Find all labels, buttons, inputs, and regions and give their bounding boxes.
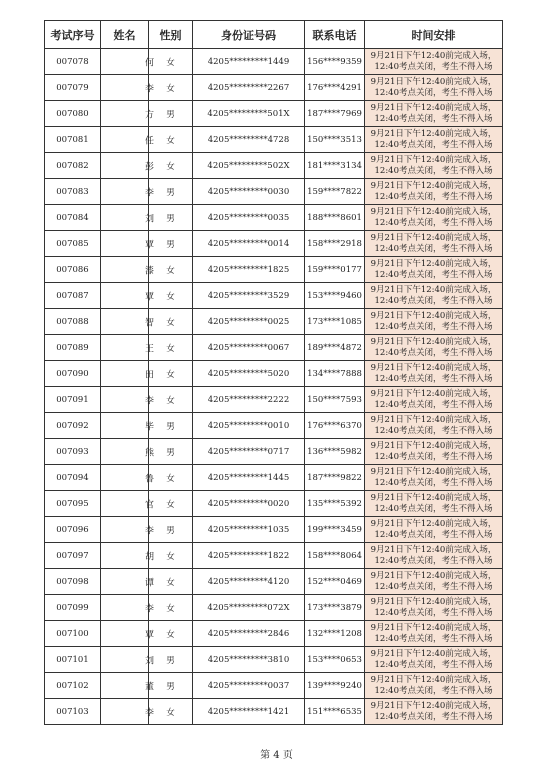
table-row [45,517,503,543]
header-name: 姓名 [101,21,149,49]
phone-cell: 136****5982 [305,439,365,465]
schedule-line-2: 12:40考点关闭，考生不得入场 [374,503,493,514]
phone-cell: 176****4291 [305,75,365,101]
name-text: 谭 [145,578,155,588]
phone-cell: 199****3459 [305,517,365,543]
schedule-line-2: 12:40考点关闭，考生不得入场 [374,61,493,72]
schedule-line-1: 9月21日下午12:40前完成入场， [370,232,497,243]
name-cell [101,283,155,309]
schedule-line-2: 12:40考点关闭，考生不得入场 [374,295,493,306]
schedule-line-2: 12:40考点关闭，考生不得入场 [374,685,493,696]
exam-no-cell: 007079 [45,75,101,101]
phone-cell: 176****6370 [305,413,365,439]
table-row [45,127,503,153]
schedule-line-1: 9月21日下午12:40前完成入场， [370,50,497,61]
gender-cell: 男 [149,647,193,673]
gender-cell: 女 [149,621,193,647]
schedule-line-1: 9月21日下午12:40前完成入场， [370,310,497,321]
name-text: 李 [145,188,155,198]
name-cell [101,569,155,595]
name-cell [101,153,155,179]
phone-cell: 153****0653 [305,647,365,673]
name-text: 刘 [145,214,155,224]
phone-cell: 132****1208 [305,621,365,647]
id-number-cell: 4205*********2846 [193,621,305,647]
id-number-cell: 4205*********0037 [193,673,305,699]
phone-cell: 150****3513 [305,127,365,153]
name-text: 彭 [145,162,155,172]
name-text: 李 [145,84,155,94]
schedule-line-1: 9月21日下午12:40前完成入场， [370,544,497,555]
gender-cell: 女 [149,75,193,101]
page-number: 第 4 页 [260,750,293,761]
schedule-line-1: 9月21日下午12:40前完成入场， [370,570,497,581]
schedule-line-1: 9月21日下午12:40前完成入场， [370,596,497,607]
schedule-line-1: 9月21日下午12:40前完成入场， [370,440,497,451]
schedule-line-1: 9月21日下午12:40前完成入场， [370,180,497,191]
schedule-line-1: 9月21日下午12:40前完成入场， [370,154,497,165]
name-cell [101,205,155,231]
table-body [45,49,503,725]
table-row [45,361,503,387]
schedule-cell [365,101,503,127]
gender-cell: 女 [149,283,193,309]
exam-no-cell: 007091 [45,387,101,413]
schedule-line-2: 12:40考点关闭，考生不得入场 [374,321,493,332]
exam-no-cell: 007099 [45,595,101,621]
schedule-line-2: 12:40考点关闭，考生不得入场 [374,373,493,384]
gender-cell: 女 [149,699,193,725]
schedule-line-2: 12:40考点关闭，考生不得入场 [374,633,493,644]
gender-cell: 女 [149,309,193,335]
id-number-cell: 4205*********1822 [193,543,305,569]
gender-cell: 女 [149,257,193,283]
name-cell [101,647,155,673]
table-row [45,491,503,517]
id-number-cell: 4205*********501X [193,101,305,127]
schedule-cell [365,257,503,283]
table-row [45,75,503,101]
table-row [45,49,503,75]
exam-no-cell: 007095 [45,491,101,517]
schedule-line-2: 12:40考点关闭，考生不得入场 [374,269,493,280]
id-number-cell: 4205*********0014 [193,231,305,257]
schedule-line-2: 12:40考点关闭，考生不得入场 [374,165,493,176]
exam-no-cell: 007100 [45,621,101,647]
exam-no-cell: 007085 [45,231,101,257]
name-cell [101,413,155,439]
exam-no-cell: 007097 [45,543,101,569]
name-cell [101,309,155,335]
schedule-line-1: 9月21日下午12:40前完成入场， [370,388,497,399]
id-number-cell: 4205*********3529 [193,283,305,309]
name-text: 方 [145,110,155,120]
id-number-cell: 4205*********1825 [193,257,305,283]
name-text: 董 [145,682,155,692]
gender-cell: 男 [149,101,193,127]
header-id-number: 身份证号码 [193,21,305,49]
name-cell [101,361,155,387]
schedule-cell [365,621,503,647]
schedule-line-1: 9月21日下午12:40前完成入场， [370,206,497,217]
phone-cell: 153****9460 [305,283,365,309]
phone-cell: 135****5392 [305,491,365,517]
schedule-line-1: 9月21日下午12:40前完成入场， [370,76,497,87]
schedule-cell [365,413,503,439]
schedule-line-2: 12:40考点关闭，考生不得入场 [374,607,493,618]
exam-no-cell: 007083 [45,179,101,205]
phone-cell: 187****9822 [305,465,365,491]
name-text: 田 [145,370,155,380]
name-cell [101,517,155,543]
phone-cell: 152****0469 [305,569,365,595]
phone-cell: 189****4872 [305,335,365,361]
schedule-line-2: 12:40考点关闭，考生不得入场 [374,477,493,488]
schedule-cell [365,127,503,153]
id-number-cell: 4205*********0030 [193,179,305,205]
phone-cell: 173****3879 [305,595,365,621]
schedule-line-2: 12:40考点关闭，考生不得入场 [374,139,493,150]
schedule-line-2: 12:40考点关闭，考生不得入场 [374,581,493,592]
schedule-line-1: 9月21日下午12:40前完成入场， [370,284,497,295]
exam-no-cell: 007084 [45,205,101,231]
id-number-cell: 4205*********5020 [193,361,305,387]
schedule-line-2: 12:40考点关闭，考生不得入场 [374,399,493,410]
schedule-line-1: 9月21日下午12:40前完成入场， [370,102,497,113]
exam-no-cell: 007078 [45,49,101,75]
gender-cell: 女 [149,153,193,179]
gender-cell: 男 [149,413,193,439]
schedule-line-2: 12:40考点关闭，考生不得入场 [374,529,493,540]
table-row [45,413,503,439]
schedule-cell [365,205,503,231]
gender-cell: 女 [149,465,193,491]
schedule-line-2: 12:40考点关闭，考生不得入场 [374,555,493,566]
phone-cell: 158****2918 [305,231,365,257]
header-schedule: 时间安排 [365,21,503,49]
name-cell [101,465,155,491]
table-row [45,465,503,491]
schedule-cell [365,75,503,101]
exam-no-cell: 007101 [45,647,101,673]
schedule-cell [365,465,503,491]
table-row [45,335,503,361]
phone-cell: 150****7593 [305,387,365,413]
id-number-cell: 4205*********0035 [193,205,305,231]
name-text: 官 [145,500,155,510]
name-text: 覃 [145,240,155,250]
schedule-cell [365,517,503,543]
gender-cell: 女 [149,491,193,517]
table-row [45,205,503,231]
gender-cell: 女 [149,595,193,621]
schedule-cell [365,673,503,699]
schedule-line-1: 9月21日下午12:40前完成入场， [370,492,497,503]
table-row [45,439,503,465]
schedule-cell [365,543,503,569]
schedule-cell [365,179,503,205]
exam-no-cell: 007103 [45,699,101,725]
id-number-cell: 4205*********3810 [193,647,305,673]
name-text: 李 [145,708,155,718]
id-number-cell: 4205*********0067 [193,335,305,361]
id-number-cell: 4205*********0025 [193,309,305,335]
schedule-cell [365,309,503,335]
id-number-cell: 4205*********4120 [193,569,305,595]
id-number-cell: 4205*********1449 [193,49,305,75]
schedule-line-1: 9月21日下午12:40前完成入场， [370,518,497,529]
schedule-line-2: 12:40考点关闭，考生不得入场 [374,243,493,254]
schedule-line-1: 9月21日下午12:40前完成入场， [370,414,497,425]
schedule-line-1: 9月21日下午12:40前完成入场， [370,362,497,373]
name-cell [101,699,155,725]
name-cell [101,491,155,517]
schedule-line-1: 9月21日下午12:40前完成入场， [370,128,497,139]
table-row [45,101,503,127]
schedule-line-2: 12:40考点关闭，考生不得入场 [374,711,493,722]
gender-cell: 女 [149,335,193,361]
exam-no-cell: 007090 [45,361,101,387]
table-row [45,387,503,413]
schedule-line-1: 9月21日下午12:40前完成入场， [370,674,497,685]
exam-no-cell: 007088 [45,309,101,335]
gender-cell: 女 [149,569,193,595]
table-row [45,179,503,205]
name-text: 智 [145,318,155,328]
name-text: 毕 [145,422,155,432]
name-text: 任 [145,136,155,146]
name-cell [101,127,155,153]
schedule-cell [365,595,503,621]
name-cell [101,335,155,361]
name-text: 覃 [145,292,155,302]
header-exam-no: 考试序号 [45,21,101,49]
exam-no-cell: 007081 [45,127,101,153]
name-cell [101,387,155,413]
gender-cell: 男 [149,439,193,465]
phone-cell: 159****7822 [305,179,365,205]
schedule-cell [365,231,503,257]
schedule-line-1: 9月21日下午12:40前完成入场， [370,648,497,659]
name-cell [101,101,155,127]
schedule-cell [365,49,503,75]
schedule-line-2: 12:40考点关闭，考生不得入场 [374,217,493,228]
gender-cell: 女 [149,543,193,569]
name-text: 胡 [145,552,155,562]
phone-cell: 139****9240 [305,673,365,699]
phone-cell: 187****7969 [305,101,365,127]
name-text: 李 [145,604,155,614]
schedule-line-1: 9月21日下午12:40前完成入场， [370,258,497,269]
name-cell [101,621,155,647]
table-row [45,153,503,179]
schedule-cell [365,647,503,673]
id-number-cell: 4205*********4728 [193,127,305,153]
id-number-cell: 4205*********0020 [193,491,305,517]
id-number-cell: 4205*********502X [193,153,305,179]
name-text: 熊 [145,448,155,458]
gender-cell: 女 [149,361,193,387]
schedule-cell [365,387,503,413]
schedule-cell [365,491,503,517]
table-row [45,309,503,335]
table-row [45,257,503,283]
exam-no-cell: 007086 [45,257,101,283]
schedule-cell [365,153,503,179]
exam-no-cell: 007087 [45,283,101,309]
table-row [45,283,503,309]
id-number-cell: 4205*********0010 [193,413,305,439]
schedule-line-2: 12:40考点关闭，考生不得入场 [374,347,493,358]
gender-cell: 女 [149,387,193,413]
gender-cell: 男 [149,517,193,543]
name-text: 漆 [145,266,155,276]
table-row [45,673,503,699]
table-row [45,699,503,725]
table-row [45,621,503,647]
exam-no-cell: 007089 [45,335,101,361]
phone-cell: 188****8601 [305,205,365,231]
schedule-cell [365,699,503,725]
schedule-line-1: 9月21日下午12:40前完成入场， [370,336,497,347]
gender-cell: 男 [149,673,193,699]
name-text: 李 [145,526,155,536]
name-text: 何 [145,58,155,68]
schedule-line-1: 9月21日下午12:40前完成入场， [370,700,497,711]
id-number-cell: 4205*********1421 [193,699,305,725]
exam-no-cell: 007094 [45,465,101,491]
exam-no-cell: 007093 [45,439,101,465]
schedule-line-2: 12:40考点关闭，考生不得入场 [374,659,493,670]
name-cell [101,439,155,465]
name-cell [101,179,155,205]
name-cell [101,595,155,621]
id-number-cell: 4205*********0717 [193,439,305,465]
header-gender: 性别 [149,21,193,49]
phone-cell: 134****7888 [305,361,365,387]
id-number-cell: 4205*********072X [193,595,305,621]
schedule-line-2: 12:40考点关闭，考生不得入场 [374,425,493,436]
schedule-cell [365,361,503,387]
name-cell [101,673,155,699]
schedule-line-1: 9月21日下午12:40前完成入场， [370,466,497,477]
id-number-cell: 4205*********1445 [193,465,305,491]
id-number-cell: 4205*********2222 [193,387,305,413]
gender-cell: 女 [149,49,193,75]
phone-cell: 173****1085 [305,309,365,335]
table-row [45,231,503,257]
exam-no-cell: 007082 [45,153,101,179]
gender-cell: 男 [149,231,193,257]
exam-roster-table [44,20,503,725]
schedule-line-2: 12:40考点关闭，考生不得入场 [374,451,493,462]
phone-cell: 181****3134 [305,153,365,179]
id-number-cell: 4205*********1035 [193,517,305,543]
name-cell [101,543,155,569]
header-phone: 联系电话 [305,21,365,49]
table-row [45,595,503,621]
gender-cell: 男 [149,205,193,231]
schedule-cell [365,569,503,595]
name-text: 李 [145,396,155,406]
name-text: 王 [145,344,155,354]
name-cell [101,75,155,101]
schedule-cell [365,335,503,361]
name-text: 刘 [145,656,155,666]
name-cell [101,49,155,75]
phone-cell: 158****8064 [305,543,365,569]
exam-no-cell: 007096 [45,517,101,543]
phone-cell: 159****0177 [305,257,365,283]
table-row [45,569,503,595]
name-cell [101,257,155,283]
exam-no-cell: 007102 [45,673,101,699]
exam-no-cell: 007092 [45,413,101,439]
id-number-cell: 4205*********2267 [193,75,305,101]
schedule-cell [365,283,503,309]
gender-cell: 女 [149,127,193,153]
schedule-line-2: 12:40考点关闭，考生不得入场 [374,113,493,124]
phone-cell: 156****9359 [305,49,365,75]
schedule-cell [365,439,503,465]
name-text: 覃 [145,630,155,640]
schedule-line-1: 9月21日下午12:40前完成入场， [370,622,497,633]
exam-no-cell: 007080 [45,101,101,127]
gender-cell: 男 [149,179,193,205]
exam-no-cell: 007098 [45,569,101,595]
name-text: 鲁 [145,474,155,484]
schedule-line-2: 12:40考点关闭，考生不得入场 [374,87,493,98]
table-row [45,543,503,569]
name-cell [101,231,155,257]
schedule-line-2: 12:40考点关闭，考生不得入场 [374,191,493,202]
table-row [45,647,503,673]
header-row [45,21,503,49]
phone-cell: 151****6535 [305,699,365,725]
table-header [45,21,503,49]
